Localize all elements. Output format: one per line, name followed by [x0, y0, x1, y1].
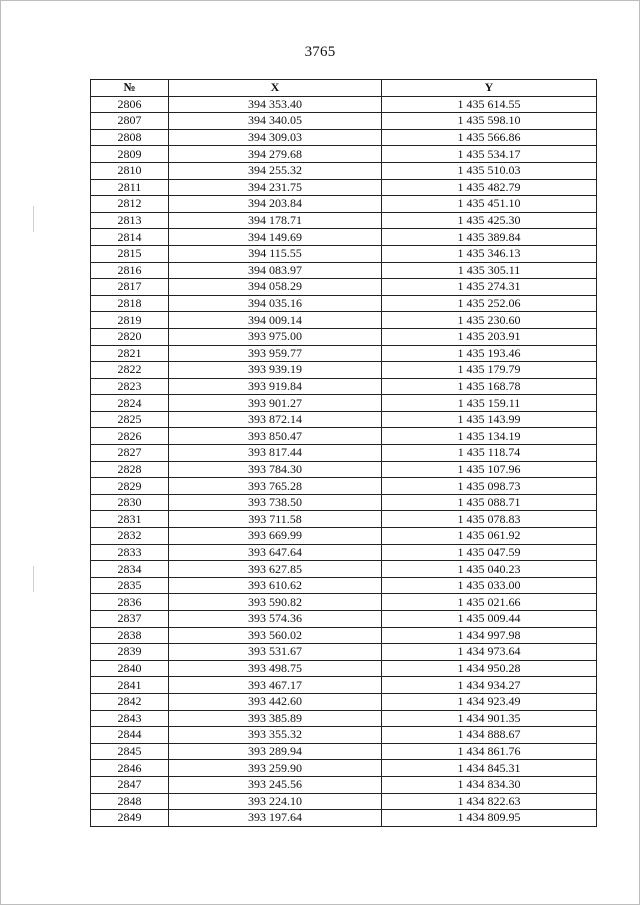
header-number: № [91, 80, 169, 97]
point-number-cell: 2845 [91, 743, 169, 760]
x-coordinate-cell: 393 224.10 [169, 793, 382, 810]
x-coordinate-cell: 394 178.71 [169, 212, 382, 229]
y-coordinate-cell: 1 435 252.06 [382, 295, 597, 312]
y-coordinate-cell: 1 435 193.46 [382, 345, 597, 362]
header-y: Y [382, 80, 597, 97]
table-row [91, 328, 597, 345]
x-coordinate-cell: 393 245.56 [169, 776, 382, 793]
point-number-cell: 2825 [91, 411, 169, 428]
x-coordinate-cell: 394 255.32 [169, 162, 382, 179]
x-coordinate-cell: 393 919.84 [169, 378, 382, 395]
point-number-cell: 2841 [91, 677, 169, 694]
point-number-cell: 2806 [91, 96, 169, 113]
table-row [91, 362, 597, 379]
table-row [91, 561, 597, 578]
x-coordinate-cell: 394 115.55 [169, 245, 382, 262]
x-coordinate-cell: 394 203.84 [169, 196, 382, 213]
table-row [91, 611, 597, 628]
table-row [91, 528, 597, 545]
y-coordinate-cell: 1 435 534.17 [382, 146, 597, 163]
point-number-cell: 2826 [91, 428, 169, 445]
y-coordinate-cell: 1 434 834.30 [382, 776, 597, 793]
table-row [91, 395, 597, 412]
point-number-cell: 2809 [91, 146, 169, 163]
point-number-cell: 2837 [91, 611, 169, 628]
table-row [91, 445, 597, 462]
table-row [91, 312, 597, 329]
x-coordinate-cell: 393 817.44 [169, 445, 382, 462]
y-coordinate-cell: 1 435 598.10 [382, 113, 597, 130]
point-number-cell: 2839 [91, 644, 169, 661]
table-row [91, 644, 597, 661]
y-coordinate-cell: 1 435 425.30 [382, 212, 597, 229]
table-row [91, 511, 597, 528]
coordinates-table [90, 79, 597, 827]
table-row [91, 478, 597, 495]
y-coordinate-cell: 1 434 973.64 [382, 644, 597, 661]
point-number-cell: 2836 [91, 594, 169, 611]
x-coordinate-cell: 393 784.30 [169, 461, 382, 478]
x-coordinate-cell: 393 627.85 [169, 561, 382, 578]
y-coordinate-cell: 1 435 566.86 [382, 129, 597, 146]
table-row [91, 212, 597, 229]
table-row [91, 776, 597, 793]
table-row [91, 494, 597, 511]
point-number-cell: 2811 [91, 179, 169, 196]
y-coordinate-cell: 1 434 809.95 [382, 810, 597, 827]
table-row [91, 760, 597, 777]
y-coordinate-cell: 1 435 033.00 [382, 577, 597, 594]
x-coordinate-cell: 393 498.75 [169, 660, 382, 677]
x-coordinate-cell: 393 467.17 [169, 677, 382, 694]
x-coordinate-cell: 393 259.90 [169, 760, 382, 777]
table-row [91, 162, 597, 179]
x-coordinate-cell: 394 353.40 [169, 96, 382, 113]
table-row [91, 179, 597, 196]
point-number-cell: 2812 [91, 196, 169, 213]
y-coordinate-cell: 1 435 230.60 [382, 312, 597, 329]
point-number-cell: 2842 [91, 693, 169, 710]
point-number-cell: 2832 [91, 528, 169, 545]
page-number: 3765 [304, 44, 336, 60]
y-coordinate-cell: 1 435 143.99 [382, 411, 597, 428]
table-row [91, 793, 597, 810]
table-row [91, 411, 597, 428]
point-number-cell: 2816 [91, 262, 169, 279]
point-number-cell: 2822 [91, 362, 169, 379]
y-coordinate-cell: 1 435 107.96 [382, 461, 597, 478]
y-coordinate-cell: 1 435 203.91 [382, 328, 597, 345]
table-row [91, 461, 597, 478]
point-number-cell: 2817 [91, 279, 169, 296]
y-coordinate-cell: 1 435 346.13 [382, 245, 597, 262]
point-number-cell: 2830 [91, 494, 169, 511]
table-row [91, 660, 597, 677]
table-row [91, 196, 597, 213]
table-row [91, 113, 597, 130]
table-row [91, 295, 597, 312]
point-number-cell: 2821 [91, 345, 169, 362]
point-number-cell: 2849 [91, 810, 169, 827]
x-coordinate-cell: 393 939.19 [169, 362, 382, 379]
table-row [91, 245, 597, 262]
table-row [91, 677, 597, 694]
table-body [91, 96, 597, 826]
x-coordinate-cell: 393 560.02 [169, 627, 382, 644]
point-number-cell: 2827 [91, 445, 169, 462]
table-row [91, 345, 597, 362]
x-coordinate-cell: 393 610.62 [169, 577, 382, 594]
table-row [91, 428, 597, 445]
x-coordinate-cell: 394 231.75 [169, 179, 382, 196]
x-coordinate-cell: 393 850.47 [169, 428, 382, 445]
point-number-cell: 2828 [91, 461, 169, 478]
table-row [91, 378, 597, 395]
point-number-cell: 2814 [91, 229, 169, 246]
point-number-cell: 2846 [91, 760, 169, 777]
x-coordinate-cell: 393 901.27 [169, 395, 382, 412]
y-coordinate-cell: 1 435 510.03 [382, 162, 597, 179]
x-coordinate-cell: 393 289.94 [169, 743, 382, 760]
point-number-cell: 2824 [91, 395, 169, 412]
y-coordinate-cell: 1 435 305.11 [382, 262, 597, 279]
y-coordinate-cell: 1 434 845.31 [382, 760, 597, 777]
y-coordinate-cell: 1 435 389.84 [382, 229, 597, 246]
table-row [91, 262, 597, 279]
table-row [91, 229, 597, 246]
point-number-cell: 2835 [91, 577, 169, 594]
x-coordinate-cell: 393 590.82 [169, 594, 382, 611]
y-coordinate-cell: 1 434 997.98 [382, 627, 597, 644]
y-coordinate-cell: 1 435 134.19 [382, 428, 597, 445]
x-coordinate-cell: 393 959.77 [169, 345, 382, 362]
table-row [91, 627, 597, 644]
header-x: X [169, 80, 382, 97]
y-coordinate-cell: 1 435 021.66 [382, 594, 597, 611]
point-number-cell: 2820 [91, 328, 169, 345]
margin-mark [33, 566, 34, 592]
table-row [91, 146, 597, 163]
y-coordinate-cell: 1 434 923.49 [382, 693, 597, 710]
x-coordinate-cell: 393 669.99 [169, 528, 382, 545]
x-coordinate-cell: 393 385.89 [169, 710, 382, 727]
table-row [91, 544, 597, 561]
x-coordinate-cell: 394 279.68 [169, 146, 382, 163]
point-number-cell: 2844 [91, 727, 169, 744]
point-number-cell: 2823 [91, 378, 169, 395]
table-row [91, 279, 597, 296]
y-coordinate-cell: 1 435 078.83 [382, 511, 597, 528]
table-row [91, 129, 597, 146]
x-coordinate-cell: 393 197.64 [169, 810, 382, 827]
y-coordinate-cell: 1 435 040.23 [382, 561, 597, 578]
x-coordinate-cell: 393 765.28 [169, 478, 382, 495]
y-coordinate-cell: 1 435 614.55 [382, 96, 597, 113]
point-number-cell: 2838 [91, 627, 169, 644]
table-row [91, 727, 597, 744]
point-number-cell: 2818 [91, 295, 169, 312]
point-number-cell: 2834 [91, 561, 169, 578]
point-number-cell: 2819 [91, 312, 169, 329]
margin-mark [33, 206, 34, 232]
point-number-cell: 2807 [91, 113, 169, 130]
x-coordinate-cell: 394 009.14 [169, 312, 382, 329]
x-coordinate-cell: 393 738.50 [169, 494, 382, 511]
x-coordinate-cell: 393 872.14 [169, 411, 382, 428]
point-number-cell: 2833 [91, 544, 169, 561]
table-row [91, 810, 597, 827]
point-number-cell: 2808 [91, 129, 169, 146]
y-coordinate-cell: 1 434 861.76 [382, 743, 597, 760]
x-coordinate-cell: 394 309.03 [169, 129, 382, 146]
table-header-row [91, 80, 597, 97]
table-row [91, 96, 597, 113]
y-coordinate-cell: 1 435 061.92 [382, 528, 597, 545]
x-coordinate-cell: 394 340.05 [169, 113, 382, 130]
y-coordinate-cell: 1 435 179.79 [382, 362, 597, 379]
y-coordinate-cell: 1 435 168.78 [382, 378, 597, 395]
point-number-cell: 2815 [91, 245, 169, 262]
point-number-cell: 2810 [91, 162, 169, 179]
y-coordinate-cell: 1 434 888.67 [382, 727, 597, 744]
y-coordinate-cell: 1 435 009.44 [382, 611, 597, 628]
table-row [91, 594, 597, 611]
table-row [91, 710, 597, 727]
x-coordinate-cell: 393 355.32 [169, 727, 382, 744]
x-coordinate-cell: 394 035.16 [169, 295, 382, 312]
y-coordinate-cell: 1 434 822.63 [382, 793, 597, 810]
point-number-cell: 2847 [91, 776, 169, 793]
y-coordinate-cell: 1 435 118.74 [382, 445, 597, 462]
y-coordinate-cell: 1 435 047.59 [382, 544, 597, 561]
x-coordinate-cell: 394 058.29 [169, 279, 382, 296]
point-number-cell: 2813 [91, 212, 169, 229]
y-coordinate-cell: 1 435 088.71 [382, 494, 597, 511]
table-row [91, 577, 597, 594]
point-number-cell: 2848 [91, 793, 169, 810]
x-coordinate-cell: 393 574.36 [169, 611, 382, 628]
point-number-cell: 2829 [91, 478, 169, 495]
y-coordinate-cell: 1 434 901.35 [382, 710, 597, 727]
x-coordinate-cell: 394 083.97 [169, 262, 382, 279]
point-number-cell: 2831 [91, 511, 169, 528]
x-coordinate-cell: 393 442.60 [169, 693, 382, 710]
x-coordinate-cell: 393 975.00 [169, 328, 382, 345]
table-row [91, 693, 597, 710]
x-coordinate-cell: 393 531.67 [169, 644, 382, 661]
x-coordinate-cell: 393 711.58 [169, 511, 382, 528]
y-coordinate-cell: 1 435 482.79 [382, 179, 597, 196]
y-coordinate-cell: 1 434 950.28 [382, 660, 597, 677]
y-coordinate-cell: 1 434 934.27 [382, 677, 597, 694]
point-number-cell: 2843 [91, 710, 169, 727]
x-coordinate-cell: 394 149.69 [169, 229, 382, 246]
point-number-cell: 2840 [91, 660, 169, 677]
x-coordinate-cell: 393 647.64 [169, 544, 382, 561]
y-coordinate-cell: 1 435 451.10 [382, 196, 597, 213]
y-coordinate-cell: 1 435 159.11 [382, 395, 597, 412]
y-coordinate-cell: 1 435 274.31 [382, 279, 597, 296]
table-row [91, 743, 597, 760]
y-coordinate-cell: 1 435 098.73 [382, 478, 597, 495]
